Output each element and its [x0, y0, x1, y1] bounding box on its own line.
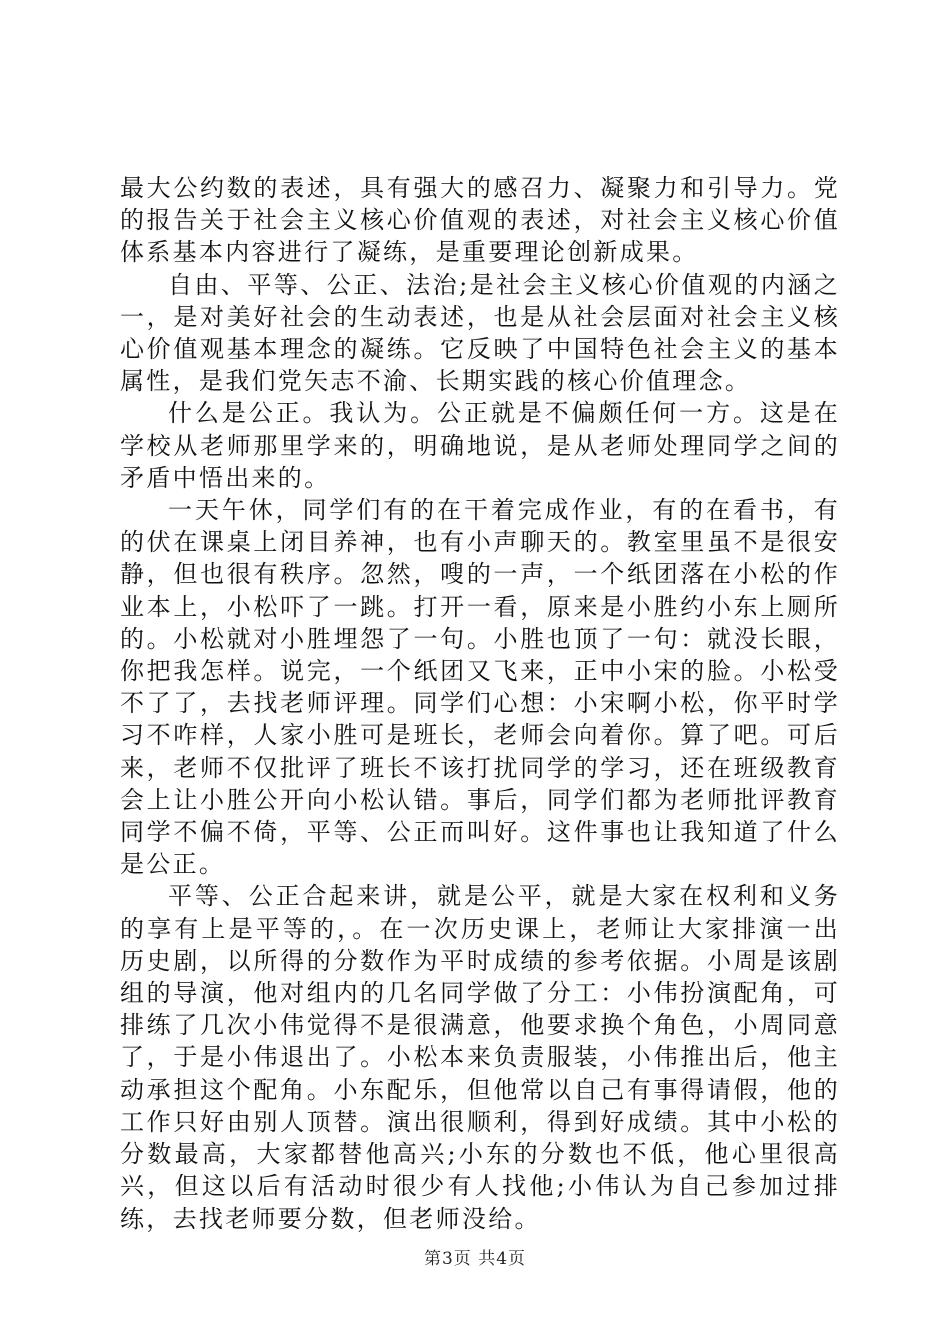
paragraph-values-definition: 自由、平等、公正、法治;是社会主义核心价值观的内涵之一，是对美好社会的生动表述，也是从社会层面对社会主义核心价值观基本理念的凝练。它反映了中国特色社会主义的基本属性，是我们党矢志不渝、长期实践的核心价值理念。 — [120, 270, 840, 396]
document-body — [120, 172, 840, 1235]
page-number-footer: 第3页 共4页 — [423, 1249, 527, 1269]
paragraph-classroom-story: 一天午休，同学们有的在干着完成作业，有的在看书，有的伏在课桌上闭目养神，也有小声聊天的。教室里虽不是很安静，但也很有秩序。忽然，嗖的一声，一个纸团落在小松的作业本上，小松吓了一跳。打开一看，原来是小胜约小东上厕所的。小松就对小胜埋怨了一句。小胜也顶了一句：就没长眼，你把我怎样。说完，一个纸团又飞来，正中小宋的脸。小松受不了了，去找老师评理。同学们心想：小宋啊小松，你平时学习不咋样，人家小胜可是班长，老师会向着你。算了吧。可后来，老师不仅批评了班长不该打扰同学的学习，还在班级教育会上让小胜公开向小松认错。事后，同学们都为老师批评教育同学不偏不倚，平等、公正而叫好。这件事也让我知道了什么是公正。 — [120, 496, 840, 879]
paragraph-history-play-story: 平等、公正合起来讲，就是公平，就是大家在权利和义务的享有上是平等的，。在一次历史课上，老师让大家排演一出历史剧，以所得的分数作为平时成绩的参考依据。小周是该剧组的导演，他对组内的几名同学做了分工：小伟扮演配角，可排练了几次小伟觉得不是很满意，他要求换个角色，小周同意了，于是小伟退出了。小松本来负责服装，小伟推出后，他主动承担这个配角。小东配乐，但他常以自己有事得请假，他的工作只好由别人顶替。演出很顺利，得到好成绩。其中小松的分数最高，大家都替他高兴;小东的分数也不低，他心里很高兴，但这以后有活动时很少有人找他;小伟认为自己参加过排练，去找老师要分数，但老师没给。 — [120, 882, 840, 1233]
paragraph-what-is-justice: 什么是公正。我认为。公正就是不偏颇任何一方。这是在学校从老师那里学来的，明确地说，是从老师处理同学之间的矛盾中悟出来的。 — [120, 399, 840, 492]
paragraph-continuation: 最大公约数的表述，具有强大的感召力、凝聚力和引导力。党的报告关于社会主义核心价值观的表述，对社会主义核心价值体系基本内容进行了凝练，是重要理论创新成果。 — [120, 174, 840, 267]
